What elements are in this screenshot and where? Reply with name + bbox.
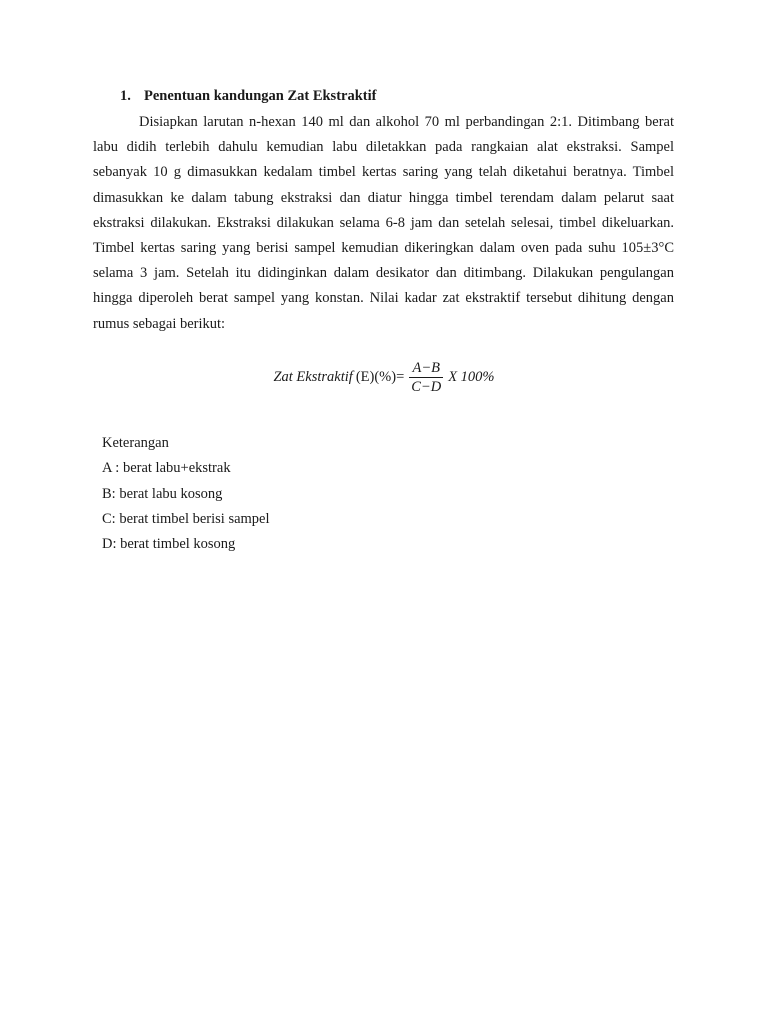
legend-item-d: D: berat timbel kosong — [102, 536, 236, 553]
formula-lhs-args: (E)(%)= — [355, 369, 405, 385]
formula-lhs: Zat Ekstraktif — [273, 369, 353, 385]
procedure-paragraph: Disiapkan larutan n-hexan 140 ml dan alkohol 70 ml perbandingan 2:1. Ditimbang berat labu didih terlebih dahulu kemudian labu diletakkan pada rangkaian alat ekstraksi. Sampel sebanyak 10 g dimasukkan kedalam timbel kertas saring yang telah diketahui beratnya. Timbel dimasukkan ke dalam tabung ekstraksi dan diatur hingga timbel terendam dalam pelarut saat ekstraksi dilakukan. Ekstraksi dilakukan selama 6-8 jam dan setelah selesai, timbel dikeluarkan. Timbel kertas saring yang berisi sampel kemudian dikeringkan dalam oven pada suhu 105±3°C selama 3 jam. Setelah itu didinginkan dalam desikator dan ditimbang. Dilakukan pengulangan hingga diperoleh berat sampel yang konstan. Nilai kadar zat ekstraktif tersebut dihitung dengan rumus sebagai berikut: — [93, 114, 674, 332]
formula-fraction — [409, 360, 443, 395]
legend-item-b: B: berat labu kosong — [102, 485, 223, 502]
section-heading — [120, 86, 376, 106]
formula-denominator: C−D — [411, 379, 442, 395]
legend — [102, 431, 270, 557]
legend-item-c: C: berat timbel berisi sampel — [102, 510, 270, 527]
formula-rhs: X 100% — [448, 369, 495, 385]
formula-numerator: A−B — [412, 360, 440, 376]
formula — [0, 360, 768, 395]
section-number: 1. — [120, 88, 131, 104]
section-title: Penentuan kandungan Zat Ekstraktif — [144, 88, 377, 104]
legend-title: Keterangan — [102, 435, 169, 451]
legend-item-a: A : berat labu+ekstrak — [102, 460, 231, 477]
